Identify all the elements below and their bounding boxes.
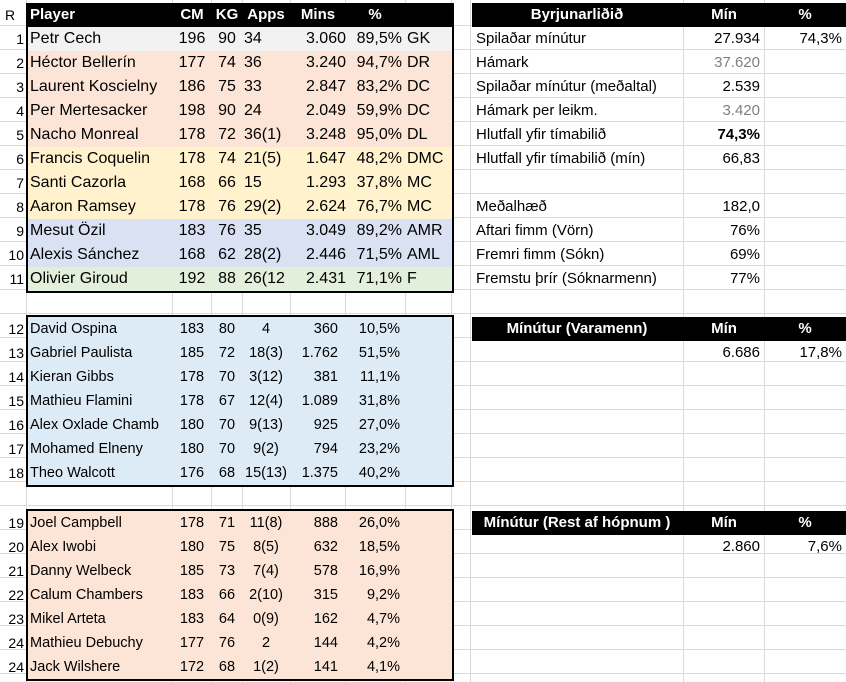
summary-value[interactable]: 74,3% — [717, 126, 760, 143]
player-apps[interactable]: 35 — [244, 222, 262, 239]
row-number[interactable]: 10 — [8, 247, 24, 263]
summary-pct[interactable]: 74,3% — [799, 30, 842, 47]
player-weight[interactable]: 74 — [218, 150, 236, 167]
player-apps[interactable]: 0(9) — [253, 611, 279, 627]
player-weight[interactable]: 68 — [218, 465, 236, 481]
player-pct[interactable]: 4,2% — [366, 635, 400, 651]
player-position[interactable]: DMC — [407, 150, 444, 167]
summary-pct[interactable] — [766, 195, 842, 219]
player-position[interactable]: F — [407, 270, 417, 287]
summary-label[interactable]: Fremstu þrír (Sóknarmenn) — [476, 270, 657, 287]
player-mins[interactable]: 2.446 — [305, 246, 346, 263]
row-number[interactable]: 21 — [8, 563, 24, 579]
player-pct[interactable]: 23,2% — [358, 441, 400, 457]
summary-label[interactable]: Hámark — [476, 54, 529, 71]
player-height[interactable]: 186 — [178, 78, 206, 95]
player-name[interactable]: Danny Welbeck — [30, 563, 132, 579]
player-mins[interactable]: 162 — [313, 611, 338, 627]
player-apps[interactable]: 9(2) — [253, 441, 279, 457]
player-apps[interactable]: 9(13) — [249, 417, 283, 433]
player-apps[interactable]: 34 — [244, 30, 262, 47]
row-number[interactable]: 5 — [16, 127, 24, 143]
summary-value[interactable]: 2.539 — [722, 78, 760, 95]
summary-pct[interactable] — [766, 75, 842, 99]
player-height[interactable]: 180 — [179, 539, 205, 555]
player-weight[interactable]: 71 — [218, 515, 236, 531]
row-number[interactable]: 16 — [8, 417, 24, 433]
player-weight[interactable]: 73 — [218, 563, 236, 579]
player-pct[interactable]: 4,1% — [366, 659, 400, 675]
row-number[interactable]: 19 — [8, 515, 24, 531]
row-number[interactable]: 12 — [8, 321, 24, 337]
summary-header-min[interactable]: Mín — [711, 6, 737, 23]
player-mins[interactable]: 3.049 — [305, 222, 346, 239]
player-apps[interactable]: 29(2) — [244, 198, 282, 215]
player-name[interactable]: Aaron Ramsey — [30, 198, 136, 215]
player-apps[interactable]: 12(4) — [249, 393, 283, 409]
player-weight[interactable]: 90 — [218, 30, 236, 47]
player-weight[interactable]: 75 — [218, 78, 236, 95]
player-mins[interactable]: 2.049 — [305, 102, 346, 119]
row-number[interactable]: 1 — [16, 31, 24, 47]
player-height[interactable]: 180 — [179, 417, 205, 433]
summary-pct[interactable] — [766, 123, 842, 147]
player-pct[interactable]: 94,7% — [356, 54, 402, 71]
player-weight[interactable]: 67 — [218, 393, 236, 409]
player-apps[interactable]: 4 — [261, 321, 271, 337]
player-mins[interactable]: 3.060 — [305, 30, 346, 47]
summary-pct[interactable] — [766, 99, 842, 123]
player-apps[interactable]: 24 — [244, 102, 262, 119]
player-apps[interactable]: 26(12 — [244, 270, 285, 287]
player-pct[interactable]: 11,1% — [359, 369, 400, 385]
row-number[interactable]: 8 — [16, 199, 24, 215]
player-pct[interactable]: 71,1% — [356, 270, 402, 287]
subs-summary-value[interactable]: 6.686 — [722, 344, 760, 361]
row-number[interactable]: 20 — [8, 539, 24, 555]
player-mins[interactable]: 1.293 — [305, 174, 346, 191]
player-height[interactable]: 172 — [179, 659, 205, 675]
player-apps[interactable]: 28(2) — [244, 246, 282, 263]
row-number[interactable]: 22 — [8, 587, 24, 603]
player-pct[interactable]: 89,5% — [356, 30, 402, 47]
player-weight[interactable]: 72 — [218, 126, 236, 143]
player-apps[interactable]: 2(10) — [249, 587, 283, 603]
row-number[interactable]: 18 — [8, 465, 24, 481]
player-weight[interactable]: 80 — [218, 321, 236, 337]
player-mins[interactable]: 632 — [313, 539, 338, 555]
player-name[interactable]: Kieran Gibbs — [30, 369, 114, 385]
summary-pct[interactable] — [766, 51, 842, 75]
row-number[interactable]: 13 — [8, 345, 24, 361]
player-name[interactable]: Mathieu Flamini — [30, 393, 133, 409]
summary-value[interactable]: 37.620 — [714, 54, 760, 71]
rest-summary-label[interactable]: Mínútur (Rest af hópnum ) — [483, 514, 671, 531]
player-height[interactable]: 178 — [179, 369, 205, 385]
player-mins[interactable]: 3.248 — [305, 126, 346, 143]
gridline-horizontal — [0, 313, 846, 314]
row-number[interactable]: 6 — [16, 151, 24, 167]
player-height[interactable]: 168 — [178, 174, 206, 191]
player-pct[interactable]: 89,2% — [356, 222, 402, 239]
player-weight[interactable]: 66 — [218, 587, 236, 603]
player-name[interactable]: Mesut Özil — [30, 222, 106, 239]
header-apps[interactable]: Apps — [247, 6, 285, 23]
player-apps[interactable]: 15 — [244, 174, 262, 191]
player-mins[interactable]: 2.847 — [305, 78, 346, 95]
player-mins[interactable]: 141 — [313, 659, 338, 675]
player-pct[interactable]: 27,0% — [358, 417, 400, 433]
player-weight[interactable]: 75 — [218, 539, 236, 555]
summary-pct[interactable] — [766, 219, 842, 243]
summary-value[interactable]: 3.420 — [722, 102, 760, 119]
player-pct[interactable]: 48,2% — [356, 150, 402, 167]
player-pct[interactable]: 16,9% — [358, 563, 400, 579]
player-mins[interactable]: 1.762 — [301, 345, 338, 361]
player-mins[interactable]: 144 — [313, 635, 338, 651]
player-mins[interactable]: 3.240 — [305, 54, 346, 71]
player-mins[interactable]: 1.647 — [305, 150, 346, 167]
player-weight[interactable]: 68 — [218, 659, 236, 675]
player-name[interactable]: Per Mertesacker — [30, 102, 148, 119]
header-row-label[interactable]: R — [5, 7, 16, 23]
header-cm[interactable]: CM — [180, 6, 204, 23]
player-mins[interactable]: 794 — [313, 441, 338, 457]
player-height[interactable]: 168 — [178, 246, 206, 263]
summary-value[interactable]: 76% — [729, 222, 760, 239]
player-mins[interactable]: 1.089 — [301, 393, 338, 409]
player-pct[interactable]: 59,9% — [356, 102, 402, 119]
gridline-vertical — [26, 0, 27, 682]
player-pct[interactable]: 18,5% — [358, 539, 400, 555]
player-mins[interactable]: 360 — [313, 321, 338, 337]
player-name[interactable]: Alexis Sánchez — [30, 246, 140, 263]
row-number[interactable]: 2 — [16, 55, 24, 71]
summary-value[interactable]: 27.934 — [714, 30, 760, 47]
rest-summary-value[interactable]: 2.860 — [722, 538, 760, 555]
player-name[interactable]: Petr Cech — [30, 30, 102, 47]
player-position[interactable]: AML — [407, 246, 440, 263]
player-apps[interactable]: 3(12) — [249, 369, 283, 385]
player-name[interactable]: Jack Wilshere — [30, 659, 121, 675]
player-height[interactable]: 198 — [178, 102, 206, 119]
summary-header-label[interactable]: Byrjunarliðið — [530, 6, 624, 23]
player-pct[interactable]: 40,2% — [358, 465, 400, 481]
player-position[interactable]: MC — [407, 174, 432, 191]
player-position[interactable]: DR — [407, 54, 431, 71]
player-apps[interactable]: 8(5) — [253, 539, 279, 555]
summary-pct[interactable] — [766, 147, 842, 171]
player-pct[interactable]: 9,2% — [366, 587, 400, 603]
player-apps[interactable]: 2 — [261, 635, 271, 651]
row-number[interactable]: 23 — [8, 611, 24, 627]
summary-label[interactable]: Fremri fimm (Sókn) — [476, 246, 605, 263]
row-number[interactable]: 4 — [16, 103, 24, 119]
summary-value[interactable]: 69% — [729, 246, 760, 263]
player-weight[interactable]: 62 — [218, 246, 236, 263]
subs-summary-pct-header[interactable]: % — [798, 320, 812, 337]
player-weight[interactable]: 66 — [218, 174, 236, 191]
player-height[interactable]: 176 — [179, 465, 205, 481]
player-apps[interactable]: 11(8) — [249, 515, 283, 531]
row-number[interactable]: 3 — [16, 79, 24, 95]
player-name[interactable]: Joel Campbell — [30, 515, 122, 531]
summary-label[interactable]: Meðalhæð — [476, 198, 547, 215]
player-apps[interactable]: 7(4) — [253, 563, 279, 579]
subs-summary-label[interactable]: Mínútur (Varamenn) — [506, 320, 648, 337]
player-mins[interactable]: 888 — [313, 515, 338, 531]
summary-value[interactable] — [684, 171, 760, 195]
summary-label[interactable]: Hlutfall yfir tímabilið — [476, 126, 607, 143]
player-mins[interactable]: 2.624 — [305, 198, 346, 215]
player-apps[interactable]: 36(1) — [244, 126, 282, 143]
player-pct[interactable]: 31,8% — [358, 393, 400, 409]
row-number[interactable]: 24 — [8, 635, 24, 651]
summary-value[interactable]: 182,0 — [722, 198, 760, 215]
row-number[interactable]: 7 — [16, 175, 24, 191]
player-apps[interactable]: 33 — [244, 78, 262, 95]
row-number[interactable]: 9 — [16, 223, 24, 239]
row-number[interactable]: 24 — [8, 659, 24, 675]
player-name[interactable]: David Ospina — [30, 321, 118, 337]
summary-label[interactable]: Spilaðar mínútur (meðaltal) — [476, 78, 657, 95]
rest-summary-pct-header[interactable]: % — [798, 514, 812, 531]
player-height[interactable]: 185 — [179, 563, 205, 579]
summary-value[interactable]: 77% — [729, 270, 760, 287]
player-name[interactable]: Alex Oxlade Chamb — [30, 417, 159, 433]
player-position[interactable]: DC — [407, 78, 431, 95]
row-number[interactable]: 15 — [8, 393, 24, 409]
player-height[interactable]: 178 — [178, 126, 206, 143]
player-weight[interactable]: 72 — [218, 345, 236, 361]
header-mins[interactable]: Mins — [300, 6, 336, 23]
rest-summary-value-pct[interactable]: 7,6% — [807, 538, 842, 555]
player-position[interactable]: DC — [407, 102, 431, 119]
player-apps[interactable]: 15(13) — [245, 465, 287, 481]
header-pct[interactable]: % — [368, 6, 382, 23]
player-weight[interactable]: 76 — [218, 635, 236, 651]
row-number[interactable]: 17 — [8, 441, 24, 457]
player-height[interactable]: 183 — [179, 611, 205, 627]
player-height[interactable]: 183 — [179, 321, 205, 337]
player-pct[interactable]: 51,5% — [358, 345, 400, 361]
player-weight[interactable]: 76 — [218, 222, 236, 239]
player-name[interactable]: Theo Walcott — [30, 465, 115, 481]
gridline-horizontal — [0, 505, 846, 506]
header-kg[interactable]: KG — [215, 6, 239, 23]
player-name[interactable]: Laurent Koscielny — [30, 78, 158, 95]
player-pct[interactable]: 71,5% — [356, 246, 402, 263]
player-position[interactable]: GK — [407, 30, 431, 47]
summary-label[interactable]: Spilaðar mínútur — [476, 30, 587, 47]
player-pct[interactable]: 76,7% — [356, 198, 402, 215]
player-height[interactable]: 183 — [178, 222, 206, 239]
player-height[interactable]: 185 — [179, 345, 205, 361]
summary-label[interactable] — [476, 171, 686, 195]
player-apps[interactable]: 21(5) — [244, 150, 282, 167]
player-apps[interactable]: 18(3) — [249, 345, 283, 361]
player-position[interactable]: DL — [407, 126, 428, 143]
row-number[interactable]: 11 — [9, 271, 24, 287]
player-pct[interactable]: 4,7% — [366, 611, 400, 627]
summary-pct[interactable] — [766, 243, 842, 267]
player-mins[interactable]: 1.375 — [301, 465, 338, 481]
player-name[interactable]: Mohamed Elneny — [30, 441, 143, 457]
player-weight[interactable]: 76 — [218, 198, 236, 215]
subs-summary-value-pct[interactable]: 17,8% — [799, 344, 842, 361]
player-name[interactable]: Olivier Giroud — [30, 270, 128, 287]
summary-label[interactable]: Hlutfall yfir tímabilið (mín) — [476, 150, 646, 167]
rest-summary-min-header[interactable]: Mín — [711, 514, 737, 531]
player-position[interactable]: MC — [407, 198, 432, 215]
player-name[interactable]: Nacho Monreal — [30, 126, 139, 143]
player-name[interactable]: Calum Chambers — [30, 587, 143, 603]
player-mins[interactable]: 381 — [313, 369, 338, 385]
player-mins[interactable]: 2.431 — [305, 270, 346, 287]
player-pct[interactable]: 10,5% — [358, 321, 400, 337]
gridline-vertical — [470, 0, 471, 682]
subs-summary-min-header[interactable]: Mín — [711, 320, 737, 337]
row-number[interactable]: 14 — [8, 369, 24, 385]
player-height[interactable]: 178 — [178, 198, 206, 215]
player-name[interactable]: Gabriel Paulista — [30, 345, 133, 361]
player-height[interactable]: 196 — [178, 30, 206, 47]
gridline-vertical — [764, 0, 765, 682]
summary-header-pct[interactable]: % — [798, 6, 812, 23]
player-mins[interactable]: 578 — [313, 563, 338, 579]
player-pct[interactable]: 83,2% — [356, 78, 402, 95]
player-pct[interactable]: 37,8% — [356, 174, 402, 191]
player-name[interactable]: Alex Iwobi — [30, 539, 97, 555]
player-height[interactable]: 178 — [178, 150, 206, 167]
player-weight[interactable]: 74 — [218, 54, 236, 71]
player-weight[interactable]: 90 — [218, 102, 236, 119]
player-height[interactable]: 183 — [179, 587, 205, 603]
player-height[interactable]: 177 — [178, 54, 206, 71]
player-height[interactable]: 177 — [179, 635, 205, 651]
summary-pct[interactable] — [766, 267, 842, 291]
player-position[interactable]: AMR — [407, 222, 443, 239]
player-mins[interactable]: 925 — [313, 417, 338, 433]
player-weight[interactable]: 70 — [218, 369, 236, 385]
player-apps[interactable]: 36 — [244, 54, 262, 71]
player-apps[interactable]: 1(2) — [253, 659, 279, 675]
player-pct[interactable]: 95,0% — [356, 126, 402, 143]
player-weight[interactable]: 70 — [218, 417, 236, 433]
player-name[interactable]: Santi Cazorla — [30, 174, 127, 191]
player-height[interactable]: 192 — [178, 270, 206, 287]
player-pct[interactable]: 26,0% — [358, 515, 400, 531]
player-weight[interactable]: 70 — [218, 441, 236, 457]
player-name[interactable]: Mikel Arteta — [30, 611, 106, 627]
player-height[interactable]: 180 — [179, 441, 205, 457]
player-weight[interactable]: 88 — [218, 270, 236, 287]
player-name[interactable]: Héctor Bellerín — [30, 54, 136, 71]
player-mins[interactable]: 315 — [313, 587, 338, 603]
summary-label[interactable]: Aftari fimm (Vörn) — [476, 222, 594, 239]
player-name[interactable]: Mathieu Debuchy — [30, 635, 143, 651]
player-height[interactable]: 178 — [179, 393, 205, 409]
player-height[interactable]: 178 — [179, 515, 205, 531]
summary-value[interactable]: 66,83 — [722, 150, 760, 167]
player-weight[interactable]: 64 — [218, 611, 236, 627]
header-player[interactable]: Player — [30, 6, 76, 23]
summary-label[interactable]: Hámark per leikm. — [476, 102, 598, 119]
player-name[interactable]: Francis Coquelin — [30, 150, 151, 167]
summary-pct[interactable] — [766, 171, 842, 195]
